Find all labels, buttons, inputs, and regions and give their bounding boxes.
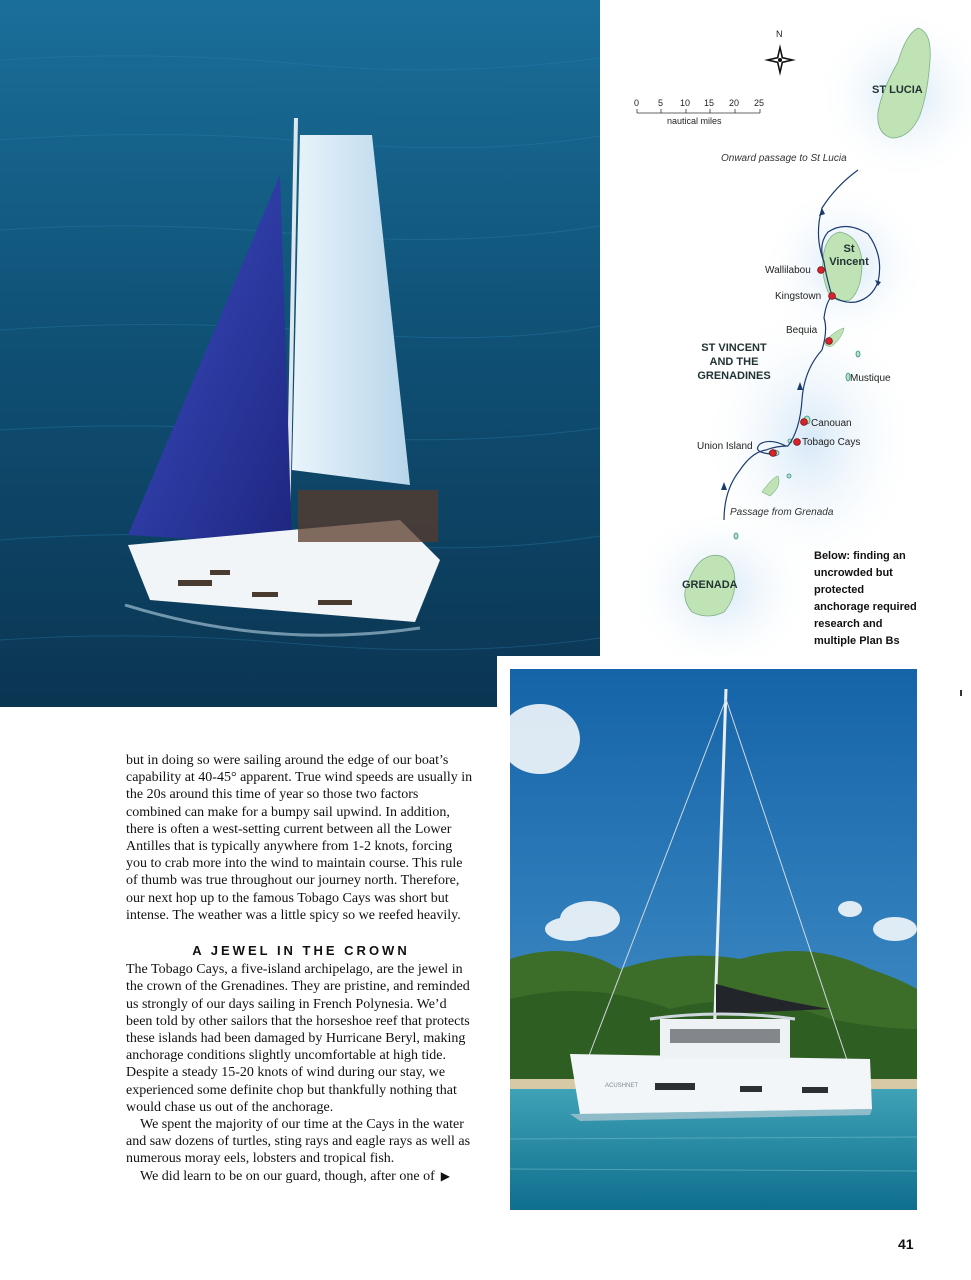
article-paragraph-4-text: We did learn to be on our guard, though, after one of — [140, 1168, 435, 1184]
article-paragraph-1: but in doing so were sailing around the edge of our boat’s capability at 40-45° apparent. True wind speeds are usually in the 20s around this time of year so those two factors combined can make for a bumpy sail upwind. In addition, there is often a west-setting current between all the Lower Antilles that is typically anywhere from 1-2 knots, forcing you to crab more into the wind to maintain course. This rule of thumb was true throughout our journey north. Therefore, our next hop up to the famous Tobago Cays was short but intense. The weather was a little spicy so we reefed heavily. — [126, 753, 473, 923]
island-st-lucia: ST LUCIA — [872, 84, 923, 96]
scale-tick-15: 15 — [704, 98, 715, 108]
scale-tick-20: 20 — [729, 98, 740, 108]
place-wallilabou: Wallilabou — [765, 265, 811, 276]
compass-north-label: N — [776, 29, 783, 39]
article-paragraph-4 — [126, 1168, 476, 1185]
region-grenadines — [688, 341, 780, 383]
boat-name: ACUSHNET — [605, 1083, 639, 1089]
article-paragraph-2: The Tobago Cays, a five-island archipelago, are the jewel in the crown of the Grenadines. They are pristine, and reminded us strongly of our days sailing in French Polynesia. We’d been told by other sailors that the horseshoe reef that protects these islands had been damaged by Hurricane Beryl, making anchorage conditions slightly uncomfortable at high tide. Despite a steady 15-20 knots of wind during our stay, we experienced some definite chop but thankfully nothing that would chase us out of the anchorage. — [126, 962, 470, 1115]
section-heading: A JEWEL IN THE CROWN — [192, 943, 410, 959]
article-body — [126, 752, 476, 1185]
anchored-catamaran-photo — [510, 669, 917, 1210]
region-line1: ST VINCENT — [701, 342, 767, 354]
caption-line: research and — [814, 618, 883, 630]
margin-mark — [960, 690, 962, 696]
island-st-vincent — [826, 243, 872, 269]
scale-unit: nautical miles — [667, 116, 722, 126]
photo-caption — [814, 548, 954, 650]
caption-line: anchorage required — [814, 601, 917, 613]
scale-tick-0: 0 — [634, 98, 640, 108]
region-line2: AND THE — [709, 356, 759, 368]
island-st-vincent-line1: St — [843, 243, 855, 255]
route-label-onward: Onward passage to St Lucia — [721, 153, 847, 164]
place-union-island: Union Island — [697, 441, 753, 452]
region-line3: GRENADINES — [697, 370, 771, 382]
page-number: 41 — [898, 1236, 914, 1252]
caption-line: multiple Plan Bs — [814, 635, 900, 647]
caption-line: Below: finding an — [814, 550, 906, 562]
route-label-from-grenada: Passage from Grenada — [730, 507, 834, 518]
island-st-vincent-line2: Vincent — [829, 256, 869, 268]
scale-tick-25: 25 — [754, 98, 765, 108]
scale-tick-5: 5 — [658, 98, 664, 108]
scale-tick-10: 10 — [680, 98, 691, 108]
continue-arrow-icon: ▶ — [440, 1168, 450, 1183]
place-mustique: Mustique — [850, 373, 891, 384]
place-kingstown: Kingstown — [775, 291, 822, 302]
caption-line: protected — [814, 584, 865, 596]
place-bequia: Bequia — [786, 325, 818, 336]
island-grenada: GRENADA — [682, 579, 738, 591]
place-canouan: Canouan — [811, 418, 852, 429]
place-tobago-cays: Tobago Cays — [802, 437, 861, 448]
caption-line: uncrowded but — [814, 567, 893, 579]
aerial-catamaran-photo — [0, 0, 600, 707]
article-paragraph-3: We spent the majority of our time at the Cays in the water and saw dozens of turtles, sting rays and eagle rays as well as numerous moray eels, lobsters and tropical fish. — [126, 1117, 471, 1167]
